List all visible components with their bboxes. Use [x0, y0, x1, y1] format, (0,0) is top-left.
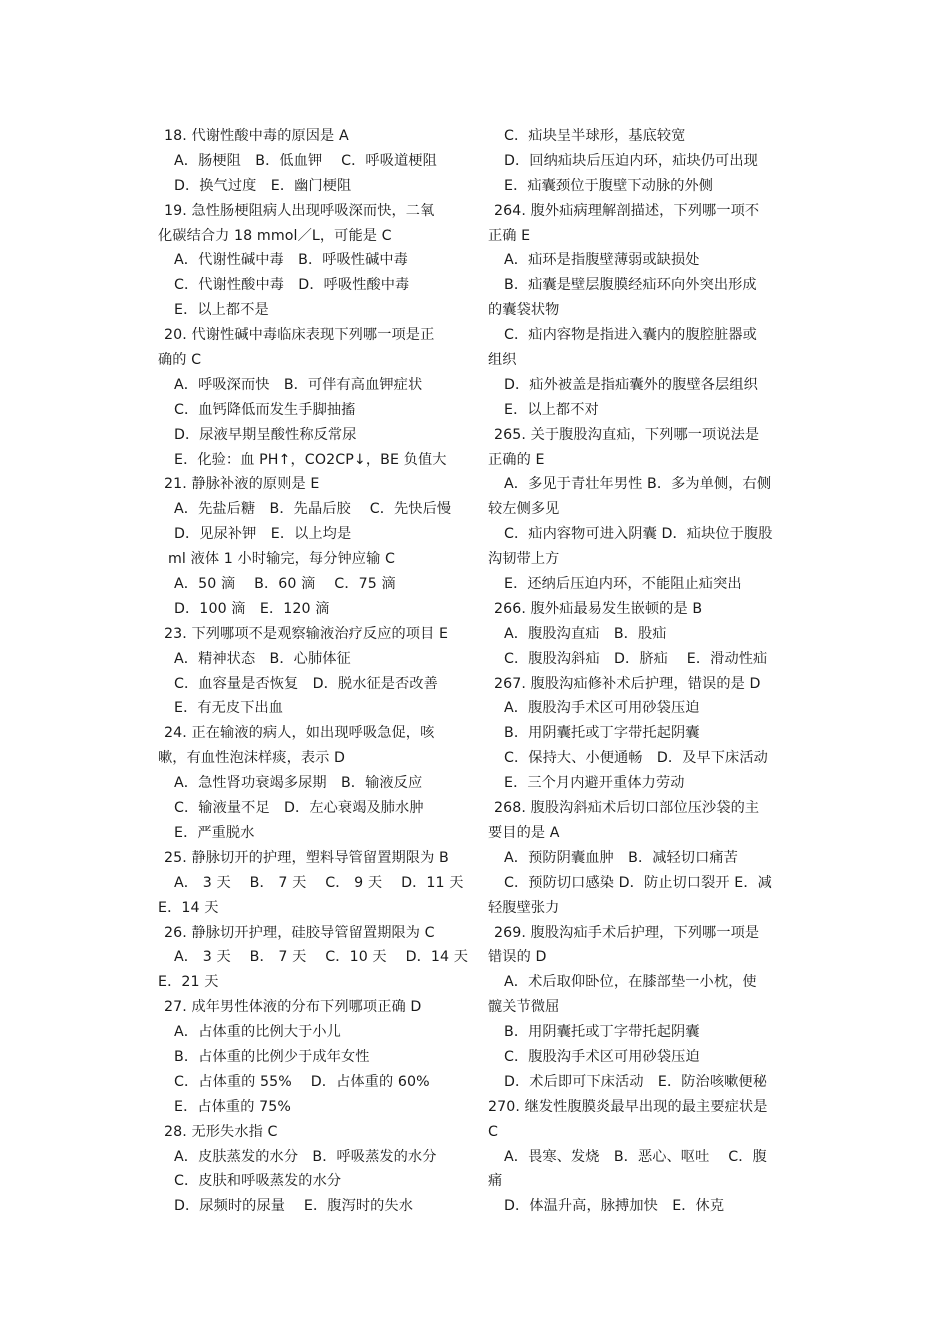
text-line: C．保持大、小便通畅 D．及早下床活动: [504, 750, 768, 767]
text-line: E．14 天: [158, 899, 219, 916]
text-line: 25. 静脉切开的护理，塑料导管留置期限为 B: [164, 849, 449, 866]
text-line: 较左侧多见: [488, 501, 560, 518]
text-line: B．疝囊是壁层腹膜经疝环向外突出形成: [504, 277, 757, 294]
text-line: ml 液体 1 小时输完，每分钟应输 C: [168, 551, 395, 568]
text-line: C．疝块呈半球形，基底较宽: [504, 128, 686, 144]
text-line: A．预防阴囊血肿 B．减轻切口痛苦: [504, 849, 738, 866]
text-line: 确的 C: [158, 352, 202, 369]
text-line: 的囊袋状物: [488, 302, 560, 319]
text-line: 正确 E: [488, 227, 531, 244]
text-line: 267. 腹股沟疝修补术后护理，错误的是 D: [494, 675, 761, 692]
text-line: C．预防切口感染 D．防止切口裂开 E．减: [504, 874, 772, 891]
text-line: A．畏寒、发烧 B．恶心、呕吐 C．腹: [504, 1148, 767, 1165]
text-line: 痛: [488, 1173, 503, 1190]
text-line: 264. 腹外疝病理解剖描述，下列哪一项不: [494, 202, 760, 219]
text-line: 268. 腹股沟斜疝术后切口部位压沙袋的主: [494, 800, 760, 817]
text-line: E．还纳后压迫内环，不能阻止疝突出: [504, 576, 742, 593]
text-line: 24. 正在输液的病人，如出现呼吸急促，咳: [164, 725, 435, 742]
text-line: E．占体重的 75%: [174, 1098, 291, 1115]
text-line: D．100 滴 E．120 滴: [174, 600, 330, 617]
text-line: D．术后即可下床活动 E．防治咳嗽便秘: [504, 1073, 767, 1090]
text-line: E．疝囊颈位于腹壁下动脉的外侧: [504, 177, 714, 194]
text-line: C．血容量是否恢复 D．脱水征是否改善: [174, 675, 438, 692]
text-line: B．占体重的比例少于成年女性: [174, 1048, 370, 1065]
text-line: E．21 天: [158, 974, 219, 991]
text-line: 19. 急性肠梗阻病人出现呼吸深而快，二氧: [164, 202, 435, 219]
text-line: A．精神状态 B．心肺体征: [174, 650, 351, 667]
text-line: 266. 腹外疝最易发生嵌顿的是 B: [494, 600, 703, 617]
left-column: [158, 124, 476, 1219]
text-line: A．多见于青壮年男性 B．多为单侧，右侧: [504, 476, 772, 493]
text-line: 组织: [488, 352, 517, 369]
text-line: 沟韧带上方: [488, 551, 560, 568]
text-line: E．化验：血 PH↑，CO2CP↓，BE 负值大: [174, 451, 447, 468]
text-line: A．腹股沟直疝 B．股疝: [504, 625, 667, 642]
text-line: 26. 静脉切开护理，硅胶导管留置期限为 C: [164, 924, 435, 941]
text-line: B．用阴囊托或丁字带托起阴囊: [504, 1024, 700, 1041]
text-line: A． 3 天 B． 7 天 C． 9 天 D．11 天: [174, 874, 464, 891]
text-line: A．代谢性碱中毒 B．呼吸性碱中毒: [174, 252, 408, 269]
text-line: B．用阴囊托或丁字带托起阴囊: [504, 725, 700, 742]
text-line: 髋关节微屈: [488, 999, 560, 1016]
text-line: 轻腹壁张力: [488, 899, 560, 916]
text-line: C．疝内容物可进入阴囊 D．疝块位于腹股: [504, 526, 773, 543]
text-line: A．占体重的比例大于小儿: [174, 1024, 341, 1041]
text-line: 265. 关于腹股沟直疝，下列哪一项说法是: [494, 426, 760, 443]
text-line: 要目的是 A: [488, 824, 560, 841]
text-line: C．皮肤和呼吸蒸发的水分: [174, 1173, 342, 1190]
text-line: 20. 代谢性碱中毒临床表现下列哪一项是正: [164, 327, 435, 344]
text-line: C．腹股沟斜疝 D．脐疝 E．滑动性疝: [504, 650, 768, 667]
text-line: A．疝环是指腹壁薄弱或缺损处: [504, 252, 700, 269]
text-line: D．体温升高，脉搏加快 E．休克: [504, 1198, 725, 1215]
text-line: D．见尿补钾 E．以上均是: [174, 526, 352, 543]
text-line: C．代谢性酸中毒 D．呼吸性酸中毒: [174, 277, 410, 294]
text-line: E．有无皮下出血: [174, 700, 284, 717]
text-line: 错误的 D: [488, 949, 547, 966]
text-line: 269. 腹股沟疝手术后护理，下列哪一项是: [494, 924, 760, 941]
text-line: C．输液量不足 D．左心衰竭及肺水肿: [174, 800, 424, 817]
text-line: A．皮肤蒸发的水分 B．呼吸蒸发的水分: [174, 1148, 437, 1165]
text-line: 化碳结合力 18 mmol／L，可能是 C: [158, 227, 392, 244]
text-line: D．疝外被盖是指疝囊外的腹壁各层组织: [504, 376, 758, 393]
text-line: E．以上都不对: [504, 401, 599, 418]
text-line: E．以上都不是: [174, 302, 269, 319]
text-line: A． 3 天 B． 7 天 C．10 天 D．14 天: [174, 949, 469, 966]
text-line: C．腹股沟手术区可用砂袋压迫: [504, 1048, 700, 1065]
text-line: C．血钙降低而发生手脚抽搐: [174, 401, 356, 418]
right-column: [488, 124, 796, 1219]
text-line: 27. 成年男性体液的分布下列哪项正确 D: [164, 999, 422, 1016]
text-line: 18. 代谢性酸中毒的原因是 A: [164, 128, 349, 144]
text-line: D．尿液早期呈酸性称反常尿: [174, 426, 357, 443]
text-line: 28. 无形失水指 C: [164, 1123, 278, 1140]
text-line: D．尿频时的尿量 E．腹泻时的失水: [174, 1198, 414, 1215]
text-line: C．占体重的 55% D．占体重的 60%: [174, 1073, 430, 1090]
text-line: A．腹股沟手术区可用砂袋压迫: [504, 700, 700, 717]
text-line: E．三个月内避开重体力劳动: [504, 775, 685, 792]
text-line: 正确的 E: [488, 451, 545, 468]
text-line: 270. 继发性腹膜炎最早出现的最主要症状是: [488, 1098, 768, 1115]
text-line: C: [488, 1123, 499, 1140]
text-line: D．回纳疝块后压迫内环，疝块仍可出现: [504, 152, 758, 169]
text-line: C．疝内容物是指进入囊内的腹腔脏器或: [504, 327, 757, 344]
text-line: 嗽，有血性泡沫样痰，表示 D: [158, 750, 346, 767]
text-line: A．肠梗阻 B．低血钾 C．呼吸道梗阻: [174, 152, 437, 169]
text-line: A．呼吸深而快 B．可伴有高血钾症状: [174, 376, 423, 393]
text-line: A．术后取仰卧位，在膝部垫一小枕，使: [504, 974, 757, 991]
text-line: A．急性肾功衰竭多尿期 B．输液反应: [174, 775, 423, 792]
text-line: A．50 滴 B．60 滴 C．75 滴: [174, 576, 396, 593]
text-line: A．先盐后糖 B．先晶后胶 C．先快后慢: [174, 501, 452, 518]
text-line: D．换气过度 E．幽门梗阻: [174, 177, 352, 194]
text-line: E．严重脱水: [174, 824, 255, 841]
text-line: 21. 静脉补液的原则是 E: [164, 476, 320, 493]
text-line: 23. 下列哪项不是观察输液治疗反应的项目 E: [164, 625, 449, 642]
